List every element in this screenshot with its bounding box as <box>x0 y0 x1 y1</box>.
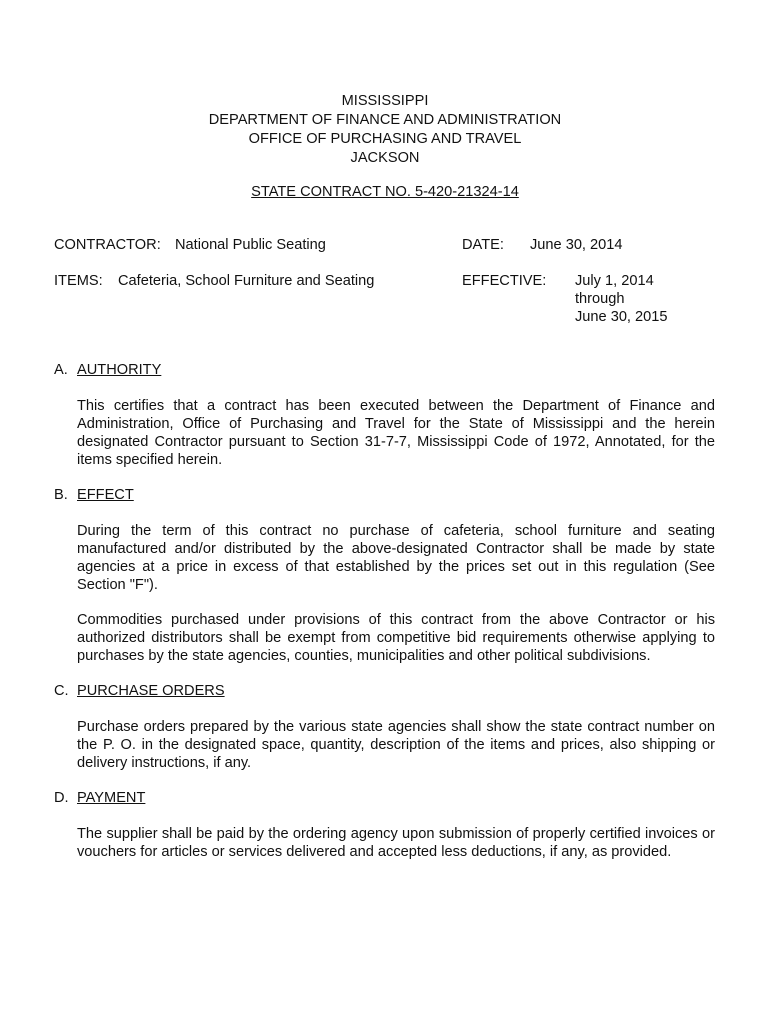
section-a-paragraph: This certifies that a contract has been executed between the Department of Finance and Administration, Office of Purchasing and Travel for the State of Mississippi and the herein designated Contractor pursuant to Section 31-7-7, Mississippi Code of 1972, Annotated, for the items specified herein. <box>77 398 715 468</box>
effective-end-date: June 30, 2015 <box>575 309 668 325</box>
contractor-label: CONTRACTOR: <box>54 237 161 253</box>
section-d-paragraph: The supplier shall be paid by the ordering agency upon submission of properly certified invoices or vouchers for articles or services delivered and accepted less deductions, if any, as provided. <box>77 826 715 860</box>
section-b-heading <box>54 486 134 504</box>
section-a-heading <box>54 361 161 379</box>
section-b-paragraph-1: During the term of this contract no purchase of cafeteria, school furniture and seating manufactured and/or distributed by the above-designated Contractor shall be made by state agencies at a price in excess of that established by the prices set out in this regulation (See Section "F"). <box>77 523 715 593</box>
section-d-heading <box>54 789 145 807</box>
section-title: EFFECT <box>77 487 134 503</box>
department-name: DEPARTMENT OF FINANCE AND ADMINISTRATION <box>208 112 562 128</box>
date-label: DATE: <box>462 237 504 253</box>
section-c-paragraph: Purchase orders prepared by the various state agencies shall show the state contract number on the P. O. in the designated space, quantity, description of the items and prices, also shipping or delivery instructions, if any. <box>77 719 715 771</box>
document-header <box>0 92 770 168</box>
effective-label: EFFECTIVE: <box>462 273 547 289</box>
section-letter: A. <box>54 362 68 378</box>
contract-number: STATE CONTRACT NO. 5-420-21324-14 <box>251 184 519 200</box>
contractor-value: National Public Seating <box>175 237 326 253</box>
date-value: June 30, 2014 <box>530 237 623 253</box>
city-name: JACKSON <box>350 150 420 166</box>
section-title: PURCHASE ORDERS <box>77 683 225 699</box>
items-label: ITEMS: <box>54 273 103 289</box>
section-title: AUTHORITY <box>77 362 162 378</box>
section-c-heading <box>54 682 225 700</box>
section-letter: D. <box>54 790 69 806</box>
section-letter: B. <box>54 487 68 503</box>
section-title: PAYMENT <box>77 790 146 806</box>
office-name: OFFICE OF PURCHASING AND TRAVEL <box>248 131 522 147</box>
section-letter: C. <box>54 683 69 699</box>
effective-start-date: July 1, 2014 <box>575 273 654 289</box>
section-b-paragraph-2: Commodities purchased under provisions of this contract from the above Contractor or his authorized distributors shall be exempt from competitive bid requirements otherwise applying to purchases by the state agencies, counties, municipalities and other political subdivisions. <box>77 612 715 664</box>
state-name: MISSISSIPPI <box>341 93 429 109</box>
items-value: Cafeteria, School Furniture and Seating <box>118 273 375 289</box>
effective-through: through <box>575 291 625 307</box>
